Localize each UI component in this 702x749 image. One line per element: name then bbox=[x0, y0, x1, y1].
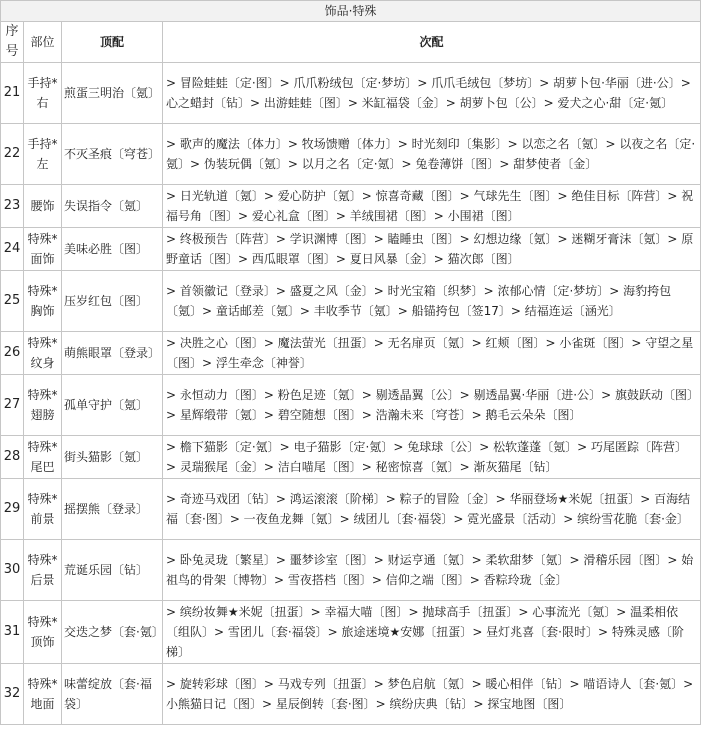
table-row bbox=[1, 124, 701, 185]
row-part: 手持*右 bbox=[24, 63, 62, 124]
row-number: 28 bbox=[1, 436, 24, 479]
row-number: 29 bbox=[1, 479, 24, 540]
row-top-config: 交迭之梦〔套·氪〕 bbox=[62, 601, 163, 664]
table-title-row bbox=[1, 1, 701, 22]
row-top-config: 孤单守护〔氪〕 bbox=[62, 375, 163, 436]
row-sub-config: > 歌声的魔法〔体力〕> 牧场馈赠〔体力〕> 时光刻印〔集影〕> 以恋之名〔氪〕> 以夜之名〔定·氪〕> 伪装玩偶〔氪〕> 以月之名〔定·氪〕> 兔卷薄饼〔图〕> 甜梦使者〔金〕 bbox=[163, 124, 701, 185]
row-top-config: 失误指令〔氪〕 bbox=[62, 185, 163, 228]
row-sub-config: > 旋转彩球〔图〕> 马戏专列〔扭蛋〕> 梦色启航〔氪〕> 暖心相伴〔钻〕> 喵语诗人〔套·氪〕> 小熊猫日记〔图〕> 星辰倒转〔套·图〕> 缤纷庆典〔钻〕> 探宝地图〔图〕 bbox=[163, 664, 701, 725]
header-part: 部位 bbox=[24, 22, 62, 63]
row-part: 特殊*纹身 bbox=[24, 332, 62, 375]
row-number: 30 bbox=[1, 540, 24, 601]
row-part: 特殊*后景 bbox=[24, 540, 62, 601]
row-top-config: 街头猫影〔氪〕 bbox=[62, 436, 163, 479]
row-number: 26 bbox=[1, 332, 24, 375]
header-no: 序号 bbox=[1, 22, 24, 63]
header-sub: 次配 bbox=[163, 22, 701, 63]
row-sub-config: > 奇迹马戏团〔钻〕> 鸿运滚滚〔阶梯〕> 粽子的冒险〔金〕> 华丽登场★米妮〔扭蛋〕> 百海结福〔套·图〕> 一夜鱼龙舞〔氪〕> 绒团儿〔套·福袋〕> 霓光盛景〔活动〕> 缤纷雪花脆〔套·金〕 bbox=[163, 479, 701, 540]
table-row bbox=[1, 63, 701, 124]
table-header-row bbox=[1, 22, 701, 63]
table-row bbox=[1, 436, 701, 479]
row-top-config: 摇摆熊〔登录〕 bbox=[62, 479, 163, 540]
row-top-config: 压岁红包〔图〕 bbox=[62, 271, 163, 332]
table-row bbox=[1, 375, 701, 436]
row-part: 特殊*地面 bbox=[24, 664, 62, 725]
row-number: 23 bbox=[1, 185, 24, 228]
table-row bbox=[1, 540, 701, 601]
row-number: 21 bbox=[1, 63, 24, 124]
row-top-config: 美味必胜〔图〕 bbox=[62, 228, 163, 271]
row-number: 22 bbox=[1, 124, 24, 185]
row-part: 特殊*尾巴 bbox=[24, 436, 62, 479]
row-top-config: 萌熊眼罩〔登录〕 bbox=[62, 332, 163, 375]
row-sub-config: > 日光轨道〔氪〕> 爱心防护〔氪〕> 惊喜奇藏〔图〕> 气球先生〔图〕> 绝佳目标〔阵营〕> 祝福号角〔图〕> 爱心礼盒〔图〕> 羊绒围裙〔图〕> 小围裙〔图〕 bbox=[163, 185, 701, 228]
row-part: 手持*左 bbox=[24, 124, 62, 185]
row-part: 特殊*翅膀 bbox=[24, 375, 62, 436]
row-part: 特殊*胸饰 bbox=[24, 271, 62, 332]
row-number: 25 bbox=[1, 271, 24, 332]
row-sub-config: > 缤纷妆舞★米妮〔扭蛋〕> 幸福大喵〔图〕> 抛球高手〔扭蛋〕> 心事流光〔氪〕> 温柔相依〔组队〕> 雪团儿〔套·福袋〕> 旅途迷境★安娜〔扭蛋〕> 昼灯兆喜〔套·限时〕> 特殊灵感〔阶梯〕 bbox=[163, 601, 701, 664]
row-top-config: 煎蛋三明治〔氪〕 bbox=[62, 63, 163, 124]
table-row bbox=[1, 332, 701, 375]
row-sub-config: > 冒险蛙蛙〔定·图〕> 爪爪粉绒包〔定·梦坊〕> 爪爪毛绒包〔梦坊〕> 胡萝卜包·华丽〔进·公〕> 心之蜡封〔钻〕> 出游蛙蛙〔图〕> 米缸福袋〔金〕> 胡萝卜包〔公〕> 爱犬之心·甜〔定·氪〕 bbox=[163, 63, 701, 124]
row-part: 特殊*顶饰 bbox=[24, 601, 62, 664]
row-part: 特殊*面饰 bbox=[24, 228, 62, 271]
row-sub-config: > 檐下猫影〔定·氪〕> 电子猫影〔定·氪〕> 兔球球〔公〕> 松软蓬蓬〔氪〕> 巧尾匿踪〔阵营〕> 灵瑞猴尾〔金〕> 洁白喵尾〔图〕> 秘密惊喜〔氪〕> 渐灰猫尾〔钻〕 bbox=[163, 436, 701, 479]
row-top-config: 不灭圣痕〔穹苍〕 bbox=[62, 124, 163, 185]
row-part: 腰饰 bbox=[24, 185, 62, 228]
header-top: 顶配 bbox=[62, 22, 163, 63]
table-row bbox=[1, 271, 701, 332]
table-row bbox=[1, 479, 701, 540]
row-number: 27 bbox=[1, 375, 24, 436]
table-row bbox=[1, 185, 701, 228]
row-sub-config: > 永恒动力〔图〕> 粉色足迹〔氪〕> 剔透晶翼〔公〕> 剔透晶翼·华丽〔进·公〕> 旗鼓跃动〔图〕> 星辉缎带〔氪〕> 碧空随想〔图〕> 浩瀚未来〔穹苍〕> 鹅毛云朵朵〔图〕 bbox=[163, 375, 701, 436]
row-sub-config: > 终极预告〔阵营〕> 学识渊博〔图〕> 瞌睡虫〔图〕> 幻想边缘〔氪〕> 迷糊牙膏沫〔氪〕> 原野童话〔图〕> 西瓜眼罩〔图〕> 夏日风暴〔金〕> 猫次郎〔图〕 bbox=[163, 228, 701, 271]
row-top-config: 荒诞乐园〔钻〕 bbox=[62, 540, 163, 601]
row-number: 24 bbox=[1, 228, 24, 271]
table-row bbox=[1, 228, 701, 271]
row-sub-config: > 首领徽记〔登录〕> 盛夏之风〔金〕> 时光宝箱〔织梦〕> 浓郁心情〔定·梦坊〕> 海豹挎包〔氪〕> 童话邮差〔氪〕> 丰收季节〔氪〕> 船锚挎包〔签17〕> 结福连运〔涵光〕 bbox=[163, 271, 701, 332]
row-top-config: 味蕾绽放〔套·福袋〕 bbox=[62, 664, 163, 725]
row-number: 31 bbox=[1, 601, 24, 664]
row-sub-config: > 卧兔灵珑〔繁星〕> 噩梦诊室〔图〕> 财运亨通〔氪〕> 柔软甜梦〔氪〕> 滑稽乐园〔图〕> 始祖鸟的骨架〔博物〕> 雪夜搭档〔图〕> 信仰之端〔图〕> 香粽玲珑〔金〕 bbox=[163, 540, 701, 601]
row-part: 特殊*前景 bbox=[24, 479, 62, 540]
row-number: 32 bbox=[1, 664, 24, 725]
table-row bbox=[1, 601, 701, 664]
table-title: 饰品·特殊 bbox=[1, 1, 701, 22]
table-row bbox=[1, 664, 701, 725]
row-sub-config: > 决胜之心〔图〕> 魔法萤光〔扭蛋〕> 无名扉页〔氪〕> 红颊〔图〕> 小雀斑〔图〕> 守望之星〔图〕> 浮生牵念〔神誉〕 bbox=[163, 332, 701, 375]
